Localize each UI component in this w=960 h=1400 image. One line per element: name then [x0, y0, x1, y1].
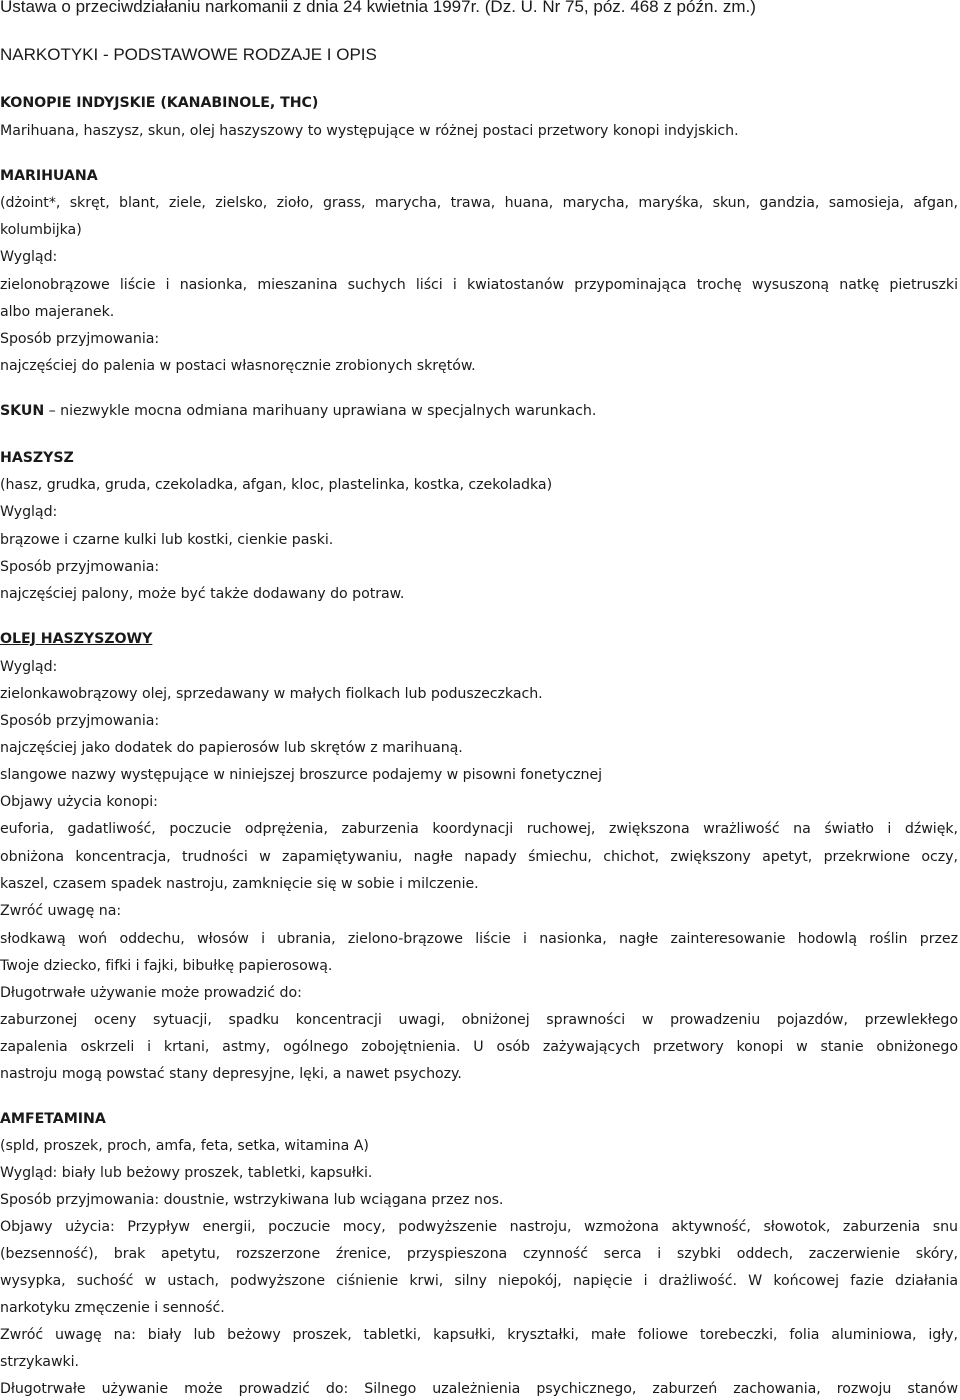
- document-title: NARKOTYKI - PODSTAWOWE RODZAJE I OPIS: [0, 45, 377, 64]
- konopie-symptoms-label: Objawy użycia konopi:: [0, 794, 158, 810]
- haszysz-use-label: Sposób przyjmowania:: [0, 559, 160, 575]
- amfetamina-symptoms-line-2: (bezsenność), brak apetytu, rozszerzone źrenice, przyspieszona czynność serca i szybki oddech, zaczerwienie skóry,: [0, 1246, 958, 1262]
- amfetamina-look: Wygląd: biały lub beżowy proszek, tabletki, kapsułki.: [0, 1165, 373, 1181]
- marihuana-aliases-line-1: (dżoint*, skręt, blant, ziele, zielsko, zioło, grass, marycha, trawa, huana, marycha, maryśka, skun, gandzia, samosieja, afgan,: [0, 195, 958, 211]
- konopie-attention-line-1: słodkawą woń oddechu, włosów i ubrania, zielono-brązowe liście i nasionka, nagłe zainteresowanie hodowlą roślin przez: [0, 931, 958, 947]
- amfetamina-longterm-line-1: Długotrwałe używanie może prowadzić do: Silnego uzależnienia psychicznego, zaburzeń zachowania, rozwoju stanów: [0, 1381, 958, 1397]
- amfetamina-symptoms-line-1: Objawy użycia: Przypływ energii, poczucie mocy, podwyższenie nastroju, wzmożona aktywność, słowotok, zaburzenia snu: [0, 1219, 958, 1235]
- marihuana-use: najczęściej do palenia w postaci własnoręcznie zrobionych skrętów.: [0, 358, 476, 374]
- slang-note: slangowe nazwy występujące w niniejszej broszurce podajemy w pisowni fonetycznej: [0, 767, 603, 783]
- konopie-longterm-line-2: zapalenia oskrzeli i krtani, astmy, ogólnego zobojętnienia. U osób zażywających przetwory konopi w stanie obniżonego: [0, 1039, 958, 1055]
- amfetamina-attention-line-1: Zwróć uwagę na: biały lub beżowy proszek, tabletki, kapsułki, kryształki, małe foliowe torebeczki, folia aluminiowa, igły,: [0, 1327, 958, 1343]
- section-heading-skun: SKUN: [0, 403, 45, 419]
- konopie-description: Marihuana, haszysz, skun, olej haszyszowy to występujące w różnej postaci przetwory konopi indyjskich.: [0, 123, 739, 139]
- section-heading-haszysz: HASZYSZ: [0, 450, 74, 466]
- konopie-longterm-line-1: zaburzonej oceny sytuacji, spadku koncentracji uwagi, obniżonej sprawności w prowadzeniu pojazdów, przewlekłego: [0, 1012, 958, 1028]
- olej-use: najczęściej jako dodatek do papierosów lub skrętów z marihuaną.: [0, 740, 463, 756]
- konopie-symptoms-line-3: kaszel, czasem spadek nastroju, zamknięcie się w sobie i milczenie.: [0, 876, 479, 892]
- section-heading-amfetamina: AMFETAMINA: [0, 1111, 106, 1127]
- konopie-attention-line-2: Twoje dziecko, fifki i fajki, bibułkę papierosową.: [0, 958, 333, 974]
- document-source-line: Ustawa o przeciwdziałaniu narkomanii z dnia 24 kwietnia 1997r. (Dz. U. Nr 75, póz. 468 z późn. zm.): [0, 0, 756, 16]
- marihuana-use-label: Sposób przyjmowania:: [0, 331, 160, 347]
- amfetamina-aliases: (spld, proszek, proch, amfa, feta, setka, witamina A): [0, 1138, 369, 1154]
- olej-look: zielonkawobrązowy olej, sprzedawany w małych fiolkach lub poduszeczkach.: [0, 686, 543, 702]
- section-heading-konopie: KONOPIE INDYJSKIE (KANABINOLE, THC): [0, 95, 319, 111]
- konopie-longterm-label: Długotrwałe używanie może prowadzić do:: [0, 985, 302, 1001]
- konopie-longterm-line-3: nastroju mogą powstać stany depresyjne, lęki, a nawet psychozy.: [0, 1066, 462, 1082]
- konopie-symptoms-line-2: obniżona koncentracja, trudności w zapamiętywaniu, nagłe napady śmiechu, chichot, zwiększony apetyt, przekrwione oczy,: [0, 849, 958, 865]
- skun-description: – niezwykle mocna odmiana marihuany uprawiana w specjalnych warunkach.: [48, 403, 597, 419]
- marihuana-look-label: Wygląd:: [0, 249, 58, 265]
- haszysz-aliases: (hasz, grudka, gruda, czekoladka, afgan, kloc, plastelinka, kostka, czekoladka): [0, 477, 553, 493]
- section-heading-marihuana: MARIHUANA: [0, 168, 98, 184]
- olej-look-label: Wygląd:: [0, 659, 58, 675]
- haszysz-look-label: Wygląd:: [0, 504, 58, 520]
- konopie-symptoms-line-1: euforia, gadatliwość, poczucie odprężenia, zaburzenia koordynacji ruchowej, zwiększona wrażliwość na światło i dźwięk,: [0, 821, 958, 837]
- konopie-attention-label: Zwróć uwagę na:: [0, 903, 122, 919]
- marihuana-look-line-2: albo majeranek.: [0, 304, 115, 320]
- section-heading-olej-haszyszowy: OLEJ HASZYSZOWY: [0, 631, 153, 647]
- marihuana-look-line-1: zielonobrązowe liście i nasionka, mieszanina suchych liści i kwiatostanów przypominająca trochę wysuszoną natkę pietruszki: [0, 277, 958, 293]
- amfetamina-symptoms-line-4: narkotyku zmęczenie i senność.: [0, 1300, 225, 1316]
- amfetamina-use: Sposób przyjmowania: doustnie, wstrzykiwana lub wciągana przez nos.: [0, 1192, 504, 1208]
- marihuana-aliases-line-2: kolumbijka): [0, 222, 82, 238]
- haszysz-look: brązowe i czarne kulki lub kostki, cienkie paski.: [0, 532, 334, 548]
- olej-use-label: Sposób przyjmowania:: [0, 713, 160, 729]
- amfetamina-attention-line-2: strzykawki.: [0, 1354, 80, 1370]
- amfetamina-symptoms-line-3: wysypka, suchość w ustach, podwyższone ciśnienie krwi, silny niepokój, napięcie i drażliwość. W końcowej fazie działania: [0, 1273, 958, 1289]
- skun-line: [0, 402, 596, 420]
- haszysz-use: najczęściej palony, może być także dodawany do potraw.: [0, 586, 405, 602]
